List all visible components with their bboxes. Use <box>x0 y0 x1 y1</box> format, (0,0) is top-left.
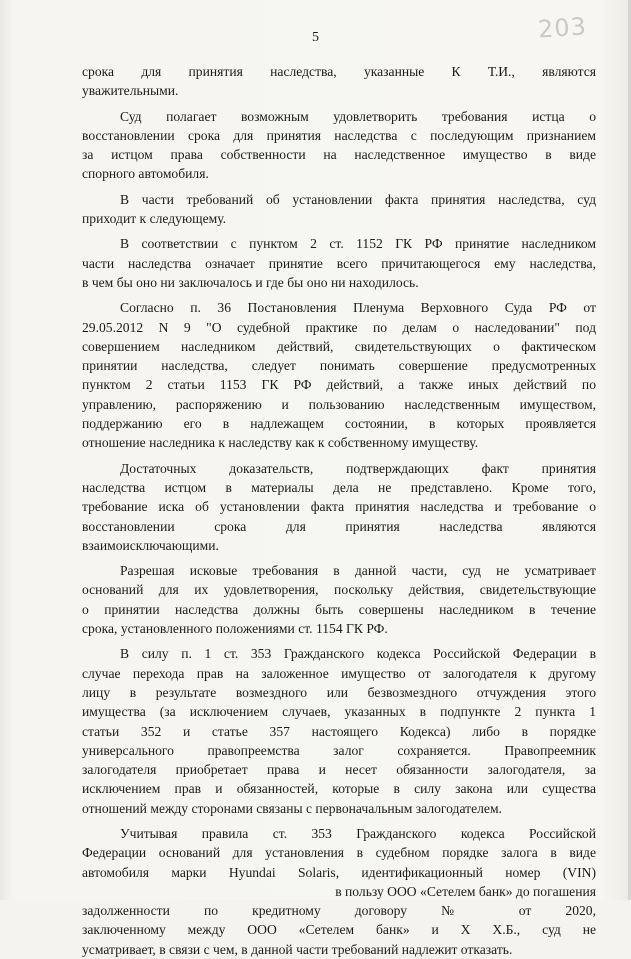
text-line: уважительными. <box>82 83 179 99</box>
paragraph <box>82 107 596 184</box>
text-line: спорного автомобиля. <box>82 166 209 182</box>
text-line: управлению, распоряжению и пользованию наследственным имуществом, <box>82 396 596 412</box>
text-line: лицу в результате возмездного или безвозмездного отчуждения этого <box>82 684 596 700</box>
handwritten-page-mark: 203 <box>537 12 588 44</box>
text-line: восстановлении срока для принятия наследства являются <box>82 518 596 534</box>
text-line: о принятии наследства должны быть совершены наследником в течение <box>82 601 596 617</box>
text-line: залогодателя приобретает права и несет обязанности залогодателя, за <box>82 762 596 778</box>
text-line: части наследства означает принятие всего причитающегося ему наследства, <box>82 255 596 271</box>
paragraph <box>82 824 596 959</box>
page-number: 5 <box>312 30 319 45</box>
text-line: приходит к следующему. <box>82 211 227 227</box>
paragraph <box>82 298 596 452</box>
text-line: случае перехода прав на заложенное имущество от залогодателя к другому <box>82 665 596 681</box>
paragraph <box>82 561 596 638</box>
text-line: требование иска об установлении факта принятия наследства и требование о <box>82 499 596 515</box>
text-line: отношение наследника к наследству как к собственному имуществу. <box>82 435 479 451</box>
text-line: Федерации оснований для установления в судебном порядке залога в виде <box>82 845 596 861</box>
text-line: Согласно п. 36 Постановления Пленума Верховного Суда РФ от <box>120 300 596 316</box>
text-line: автомобиля марки Hyundai Solaris, идентификационный номер (VIN) <box>82 864 596 880</box>
paragraph <box>82 459 596 555</box>
text-line: за истцом права собственности на наследственное имущество в виде <box>82 147 596 163</box>
text-line: оснований для их удовлетворения, поскольку действия, свидетельствующие <box>82 582 596 598</box>
text-line: Разрешая исковые требования в данной части, суд не усматривает <box>120 563 596 579</box>
text-line: 29.05.2012 N 9 "О судебной практике по делам о наследовании" под <box>82 319 596 335</box>
text-line: Суд полагает возможным удовлетворить требования истца о <box>120 108 596 124</box>
paragraph <box>82 644 596 818</box>
text-line: принятии наследства, следует понимать совершение предусмотренных <box>82 358 596 374</box>
text-line: совершением наследником действий, свидетельствующих о фактическом <box>82 338 596 354</box>
text-line: взаимоисключающими. <box>82 537 219 553</box>
text-line: в пользу ООО «Сетелем банк» до погашения <box>335 883 596 899</box>
text-line: Учитывая правила ст. 353 Гражданского кодекса Российской <box>120 825 596 841</box>
text-line: восстановлении срока для принятия наследства с последующим признанием <box>82 127 596 143</box>
paragraph <box>82 62 596 101</box>
text-line: поддержанию его в надлежащем состоянии, в которых проявляется <box>82 416 596 432</box>
text-line: наследства истцом в материалы дела не представлено. Кроме того, <box>82 479 596 495</box>
text-line: Достаточных доказательств, подтверждающих факт принятия <box>120 460 596 476</box>
text-line: задолженности по кредитному договору № от 2020, <box>82 903 596 919</box>
text-line: заключенному между ООО «Сетелем банк» и Х Х.Б., суд не <box>82 922 596 938</box>
text-line: статьи 352 и статье 357 настоящего Кодекса) либо в порядке <box>82 723 596 739</box>
document-body <box>82 62 596 959</box>
text-line: имущества (за исключением случаев, указанных в подпункте 2 пункта 1 <box>82 704 596 720</box>
text-line: В части требований об установлении факта принятия наследства, суд <box>120 191 596 207</box>
text-line: отношений между сторонами связаны с первоначальным залогодателем. <box>82 800 502 816</box>
text-line: универсального правопреемства залог сохраняется. Правопреемник <box>82 742 596 758</box>
text-line: пунктом 2 статьи 1153 ГК РФ действий, а также иных действий по <box>82 377 596 393</box>
text-line: В соответствии с пунктом 2 ст. 1152 ГК РФ принятие наследником <box>120 236 596 252</box>
text-line: исключением прав и обязанностей, которые в силу закона или существа <box>82 781 596 797</box>
text-line: срока, установленного положениями ст. 1154 ГК РФ. <box>82 621 388 637</box>
text-line: срока для принятия наследства, указанные К Т.И., являются <box>82 64 596 79</box>
paragraph <box>82 234 596 292</box>
text-line: усматривает, в связи с чем, в данной части требований надлежит отказать. <box>82 941 513 957</box>
paragraph <box>82 190 596 229</box>
text-line: в чем бы оно ни заключалось и где бы оно ни находилось. <box>82 274 419 290</box>
text-line: В силу п. 1 ст. 353 Гражданского кодекса Российской Федерации в <box>120 646 596 662</box>
